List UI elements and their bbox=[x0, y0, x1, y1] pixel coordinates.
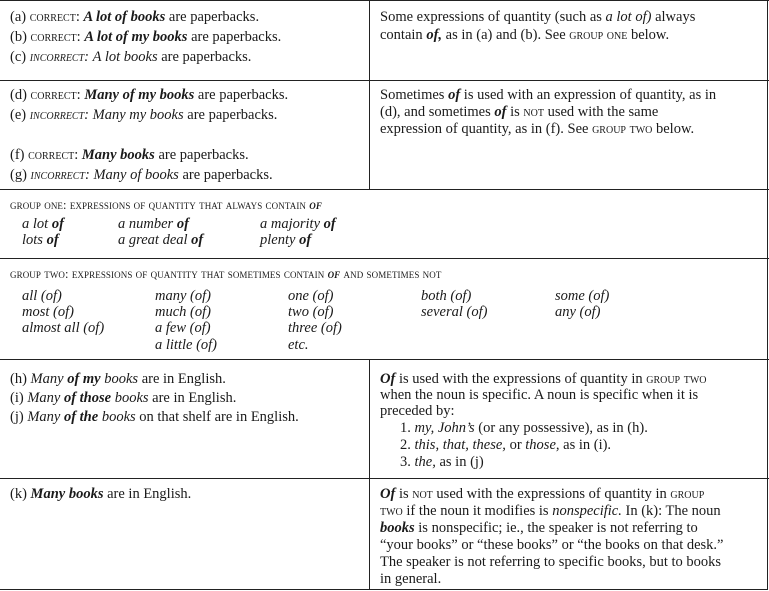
group-one-item: lots of bbox=[22, 232, 59, 248]
group-two-item: some (of) bbox=[555, 288, 610, 304]
example-c: (c) incorrect: A lot books are paperbacks. bbox=[10, 49, 252, 65]
rule-1-line-2: contain of, as in (a) and (b). See group one below. bbox=[380, 27, 670, 43]
group-one-item: plenty of bbox=[260, 232, 312, 248]
rule-5-line-2: two if the noun it modifies is nonspecific. In (k): The noun bbox=[380, 503, 721, 519]
rule-row4 bbox=[0, 478, 769, 479]
example-i: (i) Many of those books are in English. bbox=[10, 390, 237, 406]
rule-4-item-3: 3. the, as in (j) bbox=[400, 454, 484, 470]
example-b: (b) correct: A lot of my books are paperbacks. bbox=[10, 29, 282, 45]
rule-2-line-3: expression of quantity, as in (f). See group two below. bbox=[380, 121, 695, 137]
group-two-item: almost all (of) bbox=[22, 320, 105, 336]
group-two-item: etc. bbox=[288, 337, 309, 353]
rule-2-line-2: (d), and sometimes of is not used with the same bbox=[380, 104, 659, 120]
rule-2-line-1: Sometimes of is used with an expression of quantity, as in bbox=[380, 87, 717, 103]
rule-5-line-5: The speaker is not referring to specific books, but to books bbox=[380, 554, 722, 570]
divider-bottom bbox=[369, 359, 370, 590]
divider-top bbox=[369, 0, 370, 189]
group-two-item: all (of) bbox=[22, 288, 62, 304]
group-one-item: a number of bbox=[118, 216, 189, 232]
rule-5-line-4: “your books” or “these books” or “the books on that desk.” bbox=[380, 537, 724, 553]
example-j: (j) Many of the books on that shelf are in English. bbox=[10, 409, 299, 425]
group-one-item: a great deal of bbox=[118, 232, 204, 248]
group-two-item: a few (of) bbox=[155, 320, 211, 336]
rule-group-one bbox=[0, 258, 769, 259]
rule-top bbox=[0, 0, 769, 1]
rule-5-line-6: in general. bbox=[380, 571, 442, 587]
example-g: (g) incorrect: Many of books are paperbacks. bbox=[10, 167, 273, 183]
group-two-item: both (of) bbox=[421, 288, 472, 304]
rule-1-line-1: Some expressions of quantity (such as a lot of) always bbox=[380, 9, 696, 25]
rule-5-line-3: books is nonspecific; ie., the speaker is not referring to bbox=[380, 520, 698, 536]
group-one-heading: group one: expressions of quantity that always contain of bbox=[10, 198, 322, 212]
rule-4-item-2: 2. this, that, these, or those, as in (i). bbox=[400, 437, 612, 453]
example-f: (f) correct: Many books are paperbacks. bbox=[10, 147, 249, 163]
rule-4-line-3: preceded by: bbox=[380, 403, 455, 419]
rule-group-two bbox=[0, 359, 769, 360]
group-two-item: most (of) bbox=[22, 304, 74, 320]
group-two-item: several (of) bbox=[421, 304, 488, 320]
group-two-item: much (of) bbox=[155, 304, 211, 320]
example-k: (k) Many books are in English. bbox=[10, 486, 192, 502]
rule-row2 bbox=[0, 189, 769, 190]
rule-4-line-2: when the noun is specific. A noun is specific when it is bbox=[380, 387, 699, 403]
group-two-heading: group two: expressions of quantity that sometimes contain of and sometimes not bbox=[10, 267, 442, 281]
group-one-item: a lot of bbox=[22, 216, 64, 232]
group-two-item: many (of) bbox=[155, 288, 211, 304]
group-two-item: any (of) bbox=[555, 304, 601, 320]
group-one-item: a majority of bbox=[260, 216, 336, 232]
group-two-item: one (of) bbox=[288, 288, 334, 304]
example-a: (a) correct: A lot of books are paperbacks. bbox=[10, 9, 260, 25]
example-e: (e) incorrect: Many my books are paperbacks. bbox=[10, 107, 278, 123]
rule-row1 bbox=[0, 80, 769, 81]
rule-5-line-1: Of is not used with the expressions of quantity in group bbox=[380, 486, 705, 502]
rule-4-item-1: 1. my, John’s (or any possessive), as in (h). bbox=[400, 420, 648, 436]
group-two-item: a little (of) bbox=[155, 337, 218, 353]
example-d: (d) correct: Many of my books are paperbacks. bbox=[10, 87, 289, 103]
group-two-item: three (of) bbox=[288, 320, 342, 336]
example-h: (h) Many of my books are in English. bbox=[10, 371, 226, 387]
group-two-item: two (of) bbox=[288, 304, 334, 320]
rule-4-line-1: Of is used with the expressions of quantity in group two bbox=[380, 371, 707, 387]
